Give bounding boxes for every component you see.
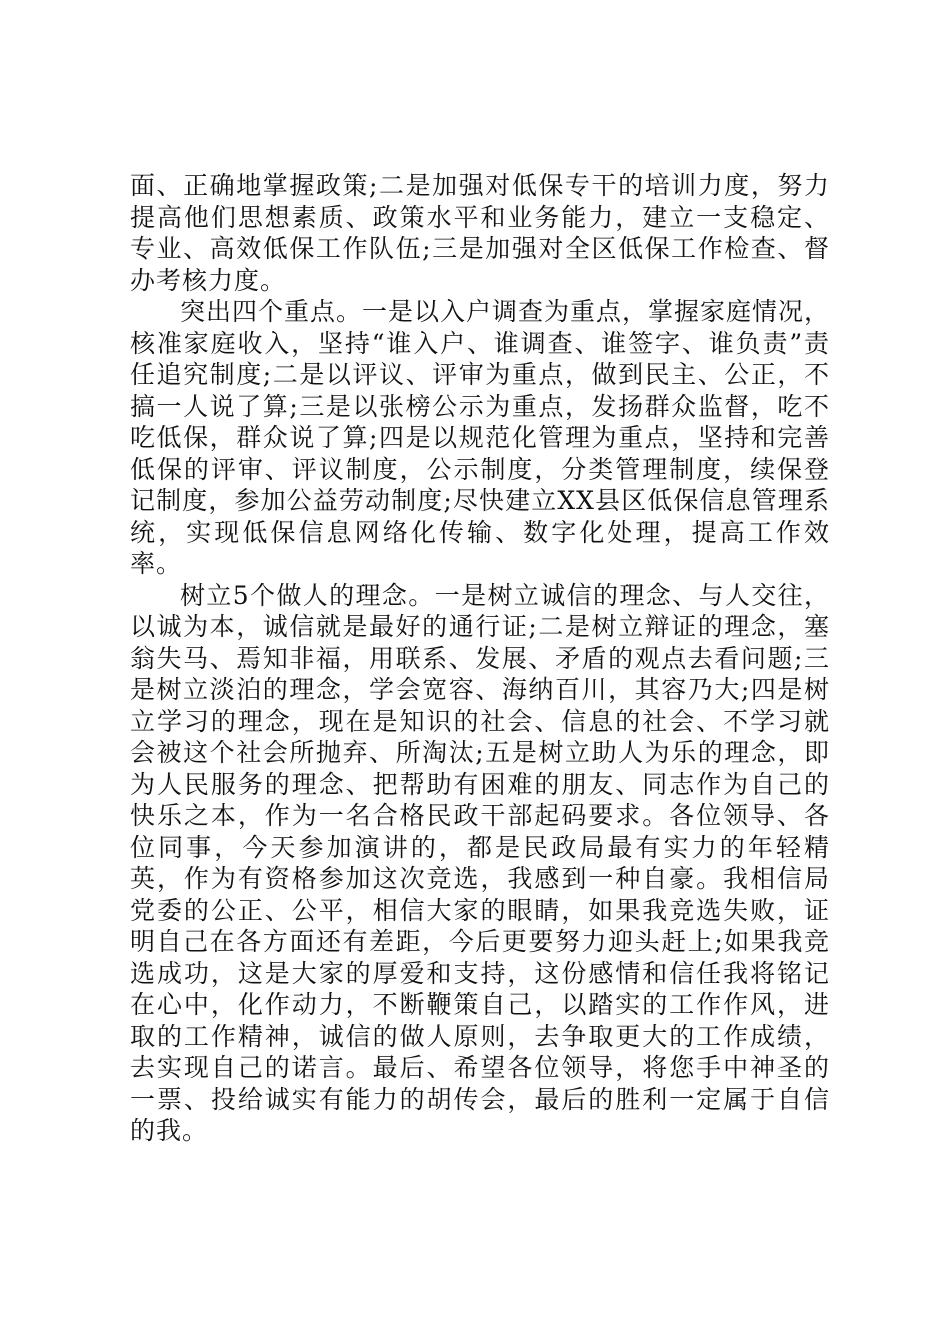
document-page bbox=[130, 170, 830, 1147]
paragraph-four-focus: 突出四个重点。一是以入户调查为重点，掌握家庭情况，核准家庭收入，坚持“谁入户、谁调查、谁签字、谁负责”责任追究制度;二是以评议、评审为重点，做到民主、公正，不搞一人说了算;三是以张榜公示为重点，发扬群众监督，吃不吃低保，群众说了算;四是以规范化管理为重点，坚持和完善低保的评审、评议制度，公示制度，分类管理制度，续保登记制度，参加公益劳动制度;尽快建立XX县区低保信息管理系统，实现低保信息网络化传输、数字化处理，提高工作效率。 bbox=[130, 297, 831, 578]
paragraph-continuation: 面、正确地掌握政策;二是加强对低保专干的培训力度，努力提高他们思想素质、政策水平和业务能力，建立一支稳定、专业、高效低保工作队伍;三是加强对全区低保工作检查、督办考核力度。 bbox=[130, 171, 830, 295]
paragraph-five-ideas: 树立5个做人的理念。一是树立诚信的理念、与人交往，以诚为本，诚信就是最好的通行证;二是树立辩证的理念，塞翁失马、焉知非福，用联系、发展、矛盾的观点去看问题;三是树立淡泊的理念，学会宽容、海纳百川，其容乃大;四是树立学习的理念，现在是知识的社会、信息的社会、不学习就会被这个社会所抛弃、所淘汰;五是树立助人为乐的理念，即为人民服务的理念、把帮助有困难的朋友、同志作为自己的快乐之本，作为一名合格民政干部起码要求。各位领导、各位同事，今天参加演讲的，都是民政局最有实力的年轻精英，作为有资格参加这次竞选，我感到一种自豪。我相信局党委的公正、公平，相信大家的眼睛，如果我竞选失败，证明自己在各方面还有差距，今后更要努力迎头赶上;如果我竞选成功，这是大家的厚爱和支持，这份感情和信任我将铭记在心中，化作动力，不断鞭策自己，以踏实的工作作风，进取的工作精神，诚信的做人原则，去争取更大的工作成绩，去实现自己的诺言。最后、希望各位领导，将您手中神圣的一票、投给诚实有能力的胡传会，最后的胜利一定属于自信的我。 bbox=[130, 580, 830, 1145]
